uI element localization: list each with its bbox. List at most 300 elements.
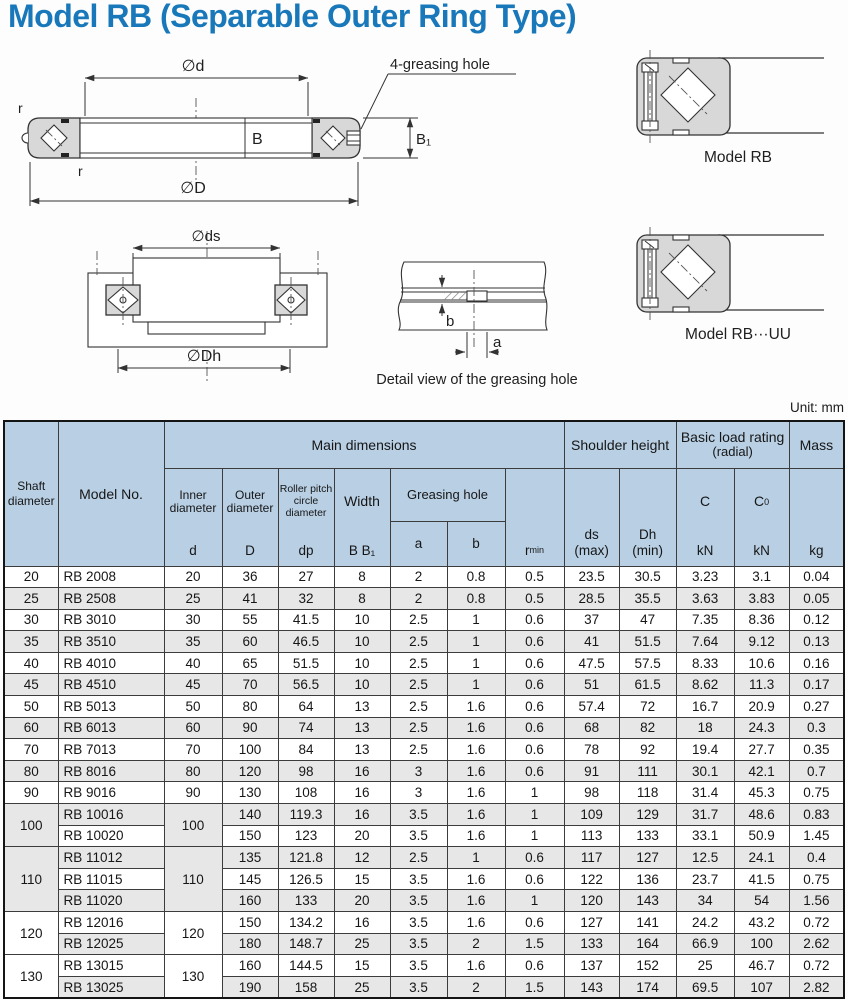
greasing-hole-detail-diagram [360,228,620,393]
spec-cell: 35.5 [619,588,676,610]
spec-cell: 1.45 [789,825,844,847]
spec-cell: 7.35 [676,609,734,631]
model-rb-uu-diagram [600,218,848,353]
shaft-diameter-cell: 90 [4,782,58,804]
table-row [4,933,844,955]
spec-cell: 20 [334,825,390,847]
inner-diameter-cell: 50 [164,696,222,718]
spec-cell: 0.6 [505,955,564,977]
shaft-diameter-cell: 130 [4,955,58,999]
spec-cell: 150 [222,912,278,934]
spec-cell: 12.5 [676,847,734,869]
table-row [4,955,844,977]
spec-cell: 1 [505,890,564,912]
spec-cell: 3.63 [676,588,734,610]
col-header-width: Width B B₁ [334,468,390,566]
spec-cell: 7.64 [676,631,734,653]
spec-cell: 20.9 [734,696,789,718]
shaft-diameter-cell: 100 [4,804,58,847]
spec-cell: 144.5 [278,955,334,977]
model-no-cell: RB 11020 [58,890,164,912]
spec-cell: 46.5 [278,631,334,653]
table-row [4,804,844,826]
spec-cell: 0.83 [789,804,844,826]
spec-cell: 45.3 [734,782,789,804]
spec-cell: 41 [564,631,619,653]
spec-cell: 16 [334,782,390,804]
shaft-diameter-cell: 30 [4,609,58,631]
spec-cell: 56.5 [278,674,334,696]
col-header-b: b [447,521,505,566]
spec-cell: 10 [334,652,390,674]
spec-cell: 1 [447,631,505,653]
spec-cell: 1.56 [789,890,844,912]
spec-cell: 61.5 [619,674,676,696]
table-row [4,674,844,696]
spec-cell: 0.7 [789,760,844,782]
spec-cell: 100 [734,933,789,955]
spec-cell: 0.6 [505,609,564,631]
header-row-banners [4,421,844,468]
dim-label-outer-diameter: ∅D [180,180,206,197]
spec-cell: 0.13 [789,631,844,653]
spec-cell: 0.35 [789,739,844,761]
spec-cell: 160 [222,955,278,977]
table-row [4,825,844,847]
inner-diameter-cell: 35 [164,631,222,653]
spec-cell: 100 [222,739,278,761]
spec-cell: 0.6 [505,652,564,674]
spec-cell: 113 [564,825,619,847]
spec-cell: 34 [676,890,734,912]
spec-cell: 8.33 [676,652,734,674]
spec-cell: 1.6 [447,782,505,804]
col-header-roller-pitch: Roller pitch circle diameter dp [278,468,334,566]
detail-caption: Detail view of the greasing hole [376,372,578,388]
spec-cell: 74 [278,717,334,739]
spec-cell: 0.04 [789,566,844,588]
spec-cell: 33.1 [676,825,734,847]
table-row [4,782,844,804]
spec-cell: 107 [734,976,789,998]
spec-cell: 3.83 [734,588,789,610]
spec-cell: 109 [564,804,619,826]
spec-cell: 129 [619,804,676,826]
spec-cell: 23.7 [676,868,734,890]
spec-cell: 174 [619,976,676,998]
spec-cell: 2.5 [390,609,447,631]
shaft-diameter-cell: 45 [4,674,58,696]
mounting-cross-section-diagram [40,213,370,393]
spec-cell: 92 [619,739,676,761]
spec-cell: 1 [505,782,564,804]
spec-cell: 41.5 [734,868,789,890]
spec-cell: 72 [619,696,676,718]
spec-cell: 133 [278,890,334,912]
spec-cell: 1.6 [447,760,505,782]
col-header-kg: kg [789,468,844,566]
col-header-dh-min: Dh (min) [619,468,676,566]
inner-diameter-cell: 70 [164,739,222,761]
spec-cell: 0.72 [789,955,844,977]
spec-cell: 65 [222,652,278,674]
spec-cell: 27 [278,566,334,588]
dim-label-b: B [252,131,263,148]
spec-table-header [4,421,844,566]
spec-cell: 133 [564,933,619,955]
spec-cell: 2 [447,976,505,998]
table-row [4,588,844,610]
spec-cell: 160 [222,890,278,912]
spec-table-body [4,566,844,998]
spec-cell: 84 [278,739,334,761]
spec-cell: 0.5 [505,566,564,588]
col-header-model-no: Model No. [58,421,164,566]
spec-cell: 51 [564,674,619,696]
spec-cell: 127 [564,912,619,934]
spec-cell: 2.62 [789,933,844,955]
model-no-cell: RB 13025 [58,976,164,998]
spec-cell: 3.5 [390,868,447,890]
spec-cell: 3 [390,760,447,782]
spec-cell: 118 [619,782,676,804]
spec-cell: 108 [278,782,334,804]
spec-cell: 1 [447,652,505,674]
spec-cell: 0.12 [789,609,844,631]
spec-cell: 1.6 [447,717,505,739]
shaft-diameter-cell: 110 [4,847,58,912]
dim-phi-dh [118,348,290,373]
spec-cell: 3.5 [390,933,447,955]
spec-cell: 24.2 [676,912,734,934]
spec-cell: 1.6 [447,804,505,826]
model-no-cell: RB 12016 [58,912,164,934]
inner-diameter-cell: 120 [164,912,222,955]
spec-cell: 135 [222,847,278,869]
dim-b1 [363,118,431,158]
spec-cell: 10 [334,674,390,696]
spec-cell: 8.36 [734,609,789,631]
spec-cell: 0.6 [505,674,564,696]
spec-cell: 13 [334,717,390,739]
spec-cell: 24.3 [734,717,789,739]
table-row [4,652,844,674]
table-row [4,566,844,588]
spec-cell: 2 [390,566,447,588]
table-row [4,609,844,631]
shaft-diameter-cell: 40 [4,652,58,674]
col-header-ds-max: ds (max) [564,468,619,566]
spec-cell: 2 [390,588,447,610]
spec-cell: 152 [619,955,676,977]
spec-cell: 16 [334,804,390,826]
spec-cell: 127 [619,847,676,869]
spec-cell: 119.3 [278,804,334,826]
spec-cell: 10.6 [734,652,789,674]
inner-diameter-cell: 100 [164,804,222,847]
shaft-diameter-cell: 20 [4,566,58,588]
spec-cell: 134.2 [278,912,334,934]
basic-load-line1: Basic load rating [680,429,785,446]
col-header-a: a [390,521,447,566]
model-rb-label: Model RB [703,149,773,166]
spec-cell: 98 [564,782,619,804]
spec-cell: 18 [676,717,734,739]
spec-cell: 3.1 [734,566,789,588]
model-no-cell: RB 4010 [58,652,164,674]
spec-cell: 57.4 [564,696,619,718]
spec-cell: 9.12 [734,631,789,653]
spec-cell: 41.5 [278,609,334,631]
spec-cell: 2.5 [390,652,447,674]
dim-phi-d [85,58,308,116]
spec-cell: 0.3 [789,717,844,739]
model-no-cell: RB 2508 [58,588,164,610]
table-row [4,696,844,718]
page-title: Model RB (Separable Outer Ring Type) [8,0,577,34]
spec-cell: 15 [334,955,390,977]
dim-label-inner-diameter: ∅d [181,58,205,75]
table-row [4,739,844,761]
spec-cell: 64 [278,696,334,718]
spec-cell: 150 [222,825,278,847]
spec-cell: 0.72 [789,912,844,934]
spec-cell: 130 [222,782,278,804]
spec-cell: 48.6 [734,804,789,826]
col-header-shaft-diameter: Shaft diameter [4,421,58,566]
model-no-cell: RB 7013 [58,739,164,761]
spec-cell: 158 [278,976,334,998]
spec-cell: 15 [334,868,390,890]
spec-cell: 54 [734,890,789,912]
spec-cell: 0.8 [447,566,505,588]
model-no-cell: RB 3510 [58,631,164,653]
col-header-rmin: r min [505,468,564,566]
spec-cell: 0.17 [789,674,844,696]
spec-cell: 143 [619,890,676,912]
model-no-cell: RB 12025 [58,933,164,955]
inner-diameter-cell: 45 [164,674,222,696]
spec-cell: 164 [619,933,676,955]
spec-cell: 25 [676,955,734,977]
model-no-cell: RB 9016 [58,782,164,804]
r-label-top: r [18,100,23,116]
spec-cell: 2 [447,933,505,955]
greasing-hole-shape [347,131,360,145]
spec-cell: 80 [222,696,278,718]
spec-cell: 121.8 [278,847,334,869]
model-no-cell: RB 10016 [58,804,164,826]
spec-cell: 0.6 [505,760,564,782]
housing-and-shaft [88,251,327,347]
spec-cell: 2.5 [390,847,447,869]
spec-cell: 82 [619,717,676,739]
spec-cell: 136 [619,868,676,890]
col-header-inner-diameter: Inner diameter d [164,468,222,566]
spec-cell: 0.6 [505,696,564,718]
inner-diameter-cell: 40 [164,652,222,674]
spec-cell: 46.7 [734,955,789,977]
r-label-bottom: r [78,163,83,179]
shaft-diameter-cell: 25 [4,588,58,610]
spec-cell: 70 [222,674,278,696]
spec-cell: 0.8 [447,588,505,610]
spec-cell: 120 [222,760,278,782]
table-row [4,976,844,998]
spec-cell: 3.5 [390,825,447,847]
callout-label: 4-greasing hole [390,57,490,73]
model-no-cell: RB 4510 [58,674,164,696]
spec-cell: 43.2 [734,912,789,934]
spec-cell: 3.5 [390,890,447,912]
spec-cell: 25 [334,933,390,955]
spec-cell: 180 [222,933,278,955]
col-header-c0: C 0 kN [734,468,789,566]
spec-cell: 8 [334,566,390,588]
inner-diameter-cell: 110 [164,847,222,912]
spec-cell: 41 [222,588,278,610]
spec-cell: 0.5 [505,588,564,610]
table-row [4,631,844,653]
shaft-diameter-cell: 70 [4,739,58,761]
col-header-c: C kN [676,468,734,566]
spec-cell: 16 [334,760,390,782]
shaft-diameter-cell: 80 [4,760,58,782]
spec-cell: 1 [447,674,505,696]
spec-cell: 42.1 [734,760,789,782]
model-no-cell: RB 13015 [58,955,164,977]
spec-cell: 28.5 [564,588,619,610]
dim-label-b1: B₁ [416,131,432,148]
spec-cell: 1.6 [447,890,505,912]
model-no-cell: RB 5013 [58,696,164,718]
spec-cell: 32 [278,588,334,610]
spec-cell: 98 [278,760,334,782]
spec-cell: 11.3 [734,674,789,696]
spec-cell: 36 [222,566,278,588]
spec-cell: 1 [505,825,564,847]
spec-cell: 10 [334,609,390,631]
spec-cell: 3.23 [676,566,734,588]
spec-cell: 3 [390,782,447,804]
spec-cell: 0.75 [789,782,844,804]
spec-cell: 69.5 [676,976,734,998]
spec-cell: 117 [564,847,619,869]
spec-cell: 2.5 [390,739,447,761]
spec-cell: 2.5 [390,696,447,718]
col-header-shoulder-height: Shoulder height [564,421,676,468]
col-header-outer-diameter: Outer diameter D [222,468,278,566]
spec-cell: 3.5 [390,955,447,977]
spec-cell: 47 [619,609,676,631]
inner-diameter-cell: 20 [164,566,222,588]
spec-cell: 2.5 [390,674,447,696]
shaft-diameter-cell: 50 [4,696,58,718]
spec-cell: 111 [619,760,676,782]
col-header-mass: Mass [789,421,844,468]
spec-cell: 1.5 [505,933,564,955]
spec-cell: 57.5 [619,652,676,674]
shaft-diameter-cell: 120 [4,912,58,955]
spec-cell: 145 [222,868,278,890]
spec-cell: 55 [222,609,278,631]
spec-table [3,420,845,999]
inner-diameter-cell: 25 [164,588,222,610]
inner-diameter-cell: 30 [164,609,222,631]
spec-cell: 3.5 [390,976,447,998]
model-no-cell: RB 3010 [58,609,164,631]
dim-label-ds: ∅ds [191,228,221,245]
spec-cell: 0.16 [789,652,844,674]
spec-cell: 122 [564,868,619,890]
spec-cell: 90 [222,717,278,739]
spec-cell: 24.1 [734,847,789,869]
spec-cell: 1.6 [447,696,505,718]
spec-cell: 1.6 [447,739,505,761]
spec-cell: 16 [334,912,390,934]
spec-cell: 1.5 [505,976,564,998]
spec-cell: 148.7 [278,933,334,955]
spec-cell: 51.5 [619,631,676,653]
spec-cell: 10 [334,631,390,653]
col-header-main-dimensions: Main dimensions [164,421,564,468]
spec-cell: 3.5 [390,912,447,934]
main-cross-section-diagram [0,42,540,217]
spec-cell: 1.6 [447,825,505,847]
dim-label-dh: ∅Dh [186,348,222,365]
spec-cell: 25 [334,976,390,998]
inner-diameter-cell: 60 [164,717,222,739]
spec-cell: 1.6 [447,912,505,934]
spec-cell: 120 [564,890,619,912]
spec-cell: 8 [334,588,390,610]
spec-cell: 31.4 [676,782,734,804]
table-row [4,890,844,912]
spec-cell: 133 [619,825,676,847]
table-row [4,717,844,739]
spec-cell: 16.7 [676,696,734,718]
model-no-cell: RB 8016 [58,760,164,782]
spec-cell: 0.6 [505,717,564,739]
spec-cell: 30.1 [676,760,734,782]
spec-cell: 0.27 [789,696,844,718]
spec-cell: 37 [564,609,619,631]
spec-cell: 2.5 [390,631,447,653]
model-no-cell: RB 11015 [58,868,164,890]
spec-cell: 3.5 [390,804,447,826]
spec-cell: 13 [334,696,390,718]
spec-cell: 31.7 [676,804,734,826]
spec-cell: 47.5 [564,652,619,674]
basic-load-line2: (radial) [712,444,753,460]
spec-cell: 60 [222,631,278,653]
model-rb-diagram [600,30,848,175]
spec-cell: 27.7 [734,739,789,761]
spec-cell: 0.4 [789,847,844,869]
spec-cell: 0.6 [505,631,564,653]
spec-cell: 0.6 [505,868,564,890]
spec-cell: 190 [222,976,278,998]
spec-cell: 1 [447,609,505,631]
table-row [4,912,844,934]
spec-cell: 12 [334,847,390,869]
model-rb-uu-label: Model RB···UU [685,326,791,343]
unit-note: Unit: mm [790,400,844,415]
table-row [4,760,844,782]
spec-cell: 2.5 [390,717,447,739]
shaft-diameter-cell: 35 [4,631,58,653]
model-no-cell: RB 11012 [58,847,164,869]
